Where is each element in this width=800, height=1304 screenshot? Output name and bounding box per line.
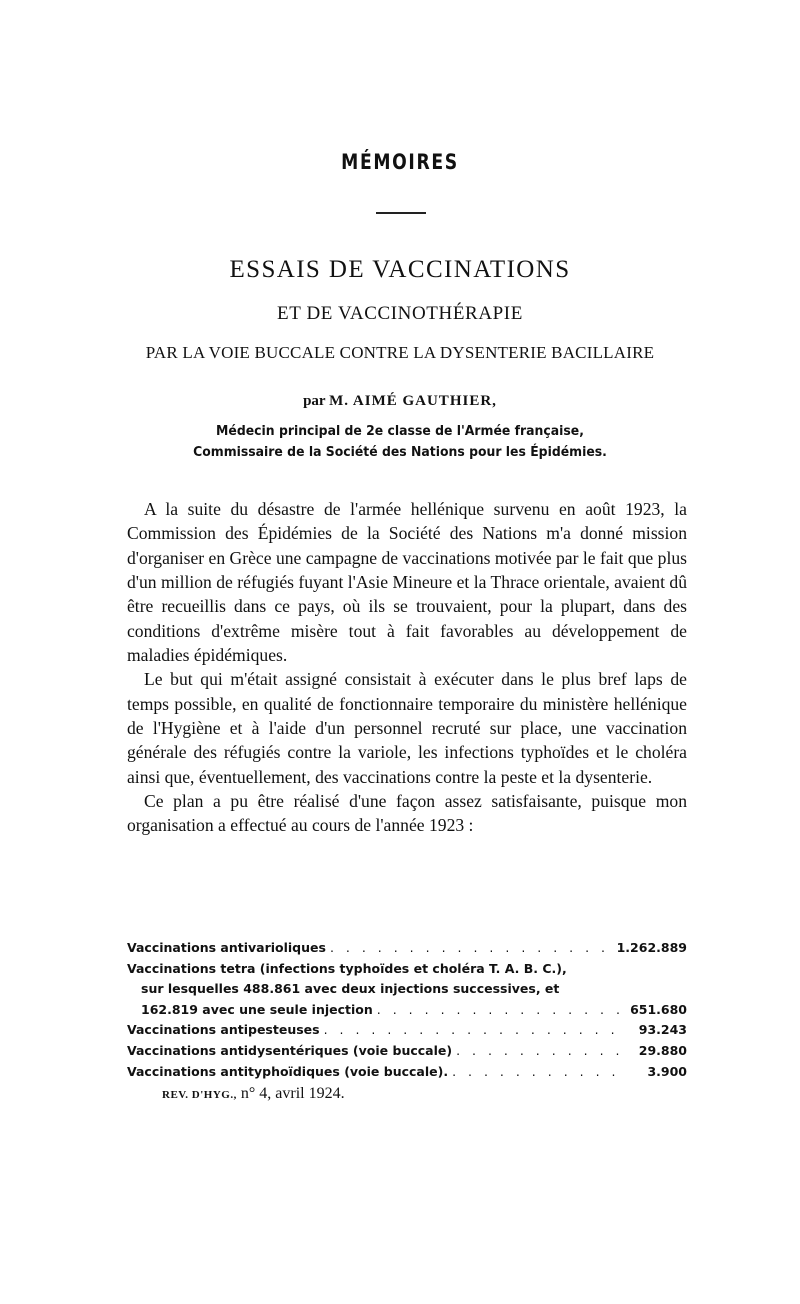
row-value: 29.880 [638,1042,687,1058]
table-row [127,938,687,959]
row-label: Vaccinations antidysentériques (voie buccale) [127,1042,453,1058]
paragraph: Ce plan a pu être réalisé d'une façon assez satisfaisante, puisque mon organisation a effectué au cours de l'année 1923 : [127,791,687,836]
row-label: Vaccinations antipesteuses [127,1022,320,1038]
dot-leader [456,1041,619,1062]
author-affiliation-line-1: Médecin principal de 2e classe de l'Armée française, [216,423,584,439]
heading-rule [376,212,426,214]
dot-leader [330,938,611,959]
paragraph: A la suite du désastre de l'armée hellénique survenu en août 1923, la Commission des Épidémies de la Société des Nations m'a donné mission d'organiser en Grèce une campagne de vaccinations motivée par le fait que plus d'un million de réfugiés fuyant l'Asie Mineure et la Thrace orientale, avaient dû être recueillis dans ce pays, où ils se trouvaient, pour la plupart, dans des conditions d'extrême misère tout à fait favorables au développement de maladies épidémiques. [127,499,687,666]
row-label: 162.819 avec une seule injection [141,1001,373,1017]
author-affiliation-line-2: Commissaire de la Société des Nations pour les Épidémies. [193,444,607,460]
byline-prefix: par [303,393,326,409]
table-row [127,959,687,980]
row-value: 93.243 [638,1022,687,1038]
table-row [127,1020,687,1041]
vaccination-table [127,938,687,1082]
table-row [127,979,687,1000]
row-label: Vaccinations antityphoïdiques (voie buccale). [127,1063,449,1079]
table-row [127,1000,687,1021]
article-title-line-3: PAR LA VOIE BUCCALE CONTRE LA DYSENTERIE BACILLAIRE [145,343,655,362]
dot-leader [324,1020,619,1041]
article-title-line-2: ET DE VACCINOTHÉRAPIE [277,303,523,324]
row-value: 3.900 [647,1063,687,1079]
row-value: 1.262.889 [616,940,687,955]
article-title-line-1: ESSAIS DE VACCINATIONS [229,256,571,283]
table-row [127,1062,687,1083]
dot-leader [377,1000,619,1021]
section-heading: MÉMOIRES [341,150,459,174]
row-label: Vaccinations tetra (infections typhoïdes et choléra T. A. B. C.), [127,960,567,976]
row-label: Vaccinations antivarioliques [127,940,326,955]
journal-issue: n° 4, avril 1924. [240,1085,345,1102]
row-value: 651.680 [630,1001,687,1017]
paragraph: Le but qui m'était assigné consistait à exécuter dans le plus bref laps de temps possible, en qualité de fonctionnaire temporaire du ministère hellénique de l'Hygiène et à l'aide d'un personnel recruté sur place, une vaccination générale des réfugiés contre la variole, les infections typhoïdes et le choléra ainsi que, éventuellement, des vaccinations contre la peste et la dysenterie. [127,669,687,787]
journal-footer [162,1085,345,1103]
row-label: sur lesquelles 488.861 avec deux injections successives, et [141,981,560,997]
article-body [127,497,687,838]
dot-leader [452,1062,619,1083]
author-name: M. AIMÉ GAUTHIER, [329,393,497,409]
byline [0,393,800,410]
journal-abbrev: REV. D'HYG., [162,1089,237,1101]
table-row [127,1041,687,1062]
